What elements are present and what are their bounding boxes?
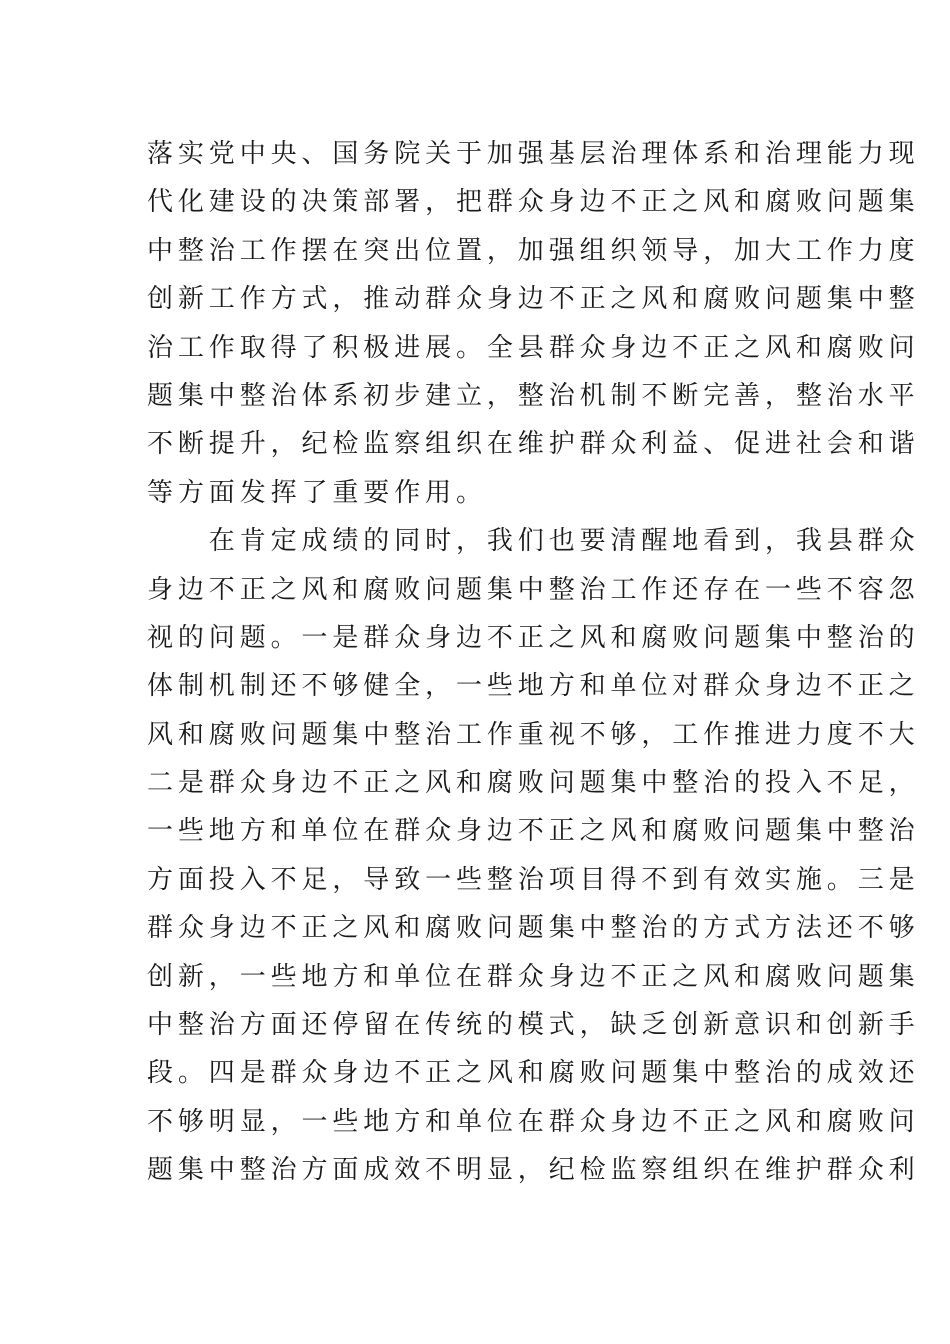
text-line: 方面投入不足，导致一些整治项目得不到有效实施。三是 <box>147 864 920 895</box>
text-line: 等方面发挥了重要作用。 <box>147 477 487 508</box>
text-line: 段。四是群众身边不正之风和腐败问题集中整治的成效还 <box>147 1058 920 1089</box>
text-line: 在肯定成绩的同时，我们也要清醒地看到，我县群众 <box>147 526 920 557</box>
text-line: 视的问题。一是群众身边不正之风和腐败问题集中整治的 <box>147 622 920 653</box>
text-line: 体制机制还不够健全，一些地方和单位对群众身边不正之 <box>147 671 920 702</box>
text-line: 中整治工作摆在突出位置，加强组织领导，加大工作力度 <box>147 235 920 266</box>
text-line: 创新，一些地方和单位在群众身边不正之风和腐败问题集 <box>147 961 920 992</box>
text-line: 落实党中央、国务院关于加强基层治理体系和治理能力现 <box>147 139 920 169</box>
document-body-text <box>147 130 920 1195</box>
text-line: 中整治方面还停留在传统的模式，缺乏创新意识和创新手 <box>147 1010 920 1041</box>
text-line: 题集中整治方面成效不明显，纪检监察组织在维护群众利 <box>147 1155 920 1186</box>
text-line: 群众身边不正之风和腐败问题集中整治的方式方法还不够 <box>147 913 920 944</box>
text-line: 创新工作方式，推动群众身边不正之风和腐败问题集中整 <box>147 284 920 315</box>
text-line: 不够明显，一些地方和单位在群众身边不正之风和腐败问 <box>147 1106 920 1137</box>
text-line: 二是群众身边不正之风和腐败问题集中整治的投入不足， <box>147 768 920 799</box>
text-line: 题集中整治体系初步建立，整治机制不断完善，整治水平 <box>147 380 920 411</box>
text-line: 身边不正之风和腐败问题集中整治工作还存在一些不容忽 <box>147 574 920 605</box>
text-line: 不断提升，纪检监察组织在维护群众利益、促进社会和谐 <box>147 429 920 460</box>
text-line: 治工作取得了积极进展。全县群众身边不正之风和腐败问 <box>147 332 920 363</box>
text-line: 代化建设的决策部署，把群众身边不正之风和腐败问题集 <box>147 187 920 218</box>
text-line: 风和腐败问题集中整治工作重视不够，工作推进力度不大 <box>147 719 920 750</box>
text-line: 一些地方和单位在群众身边不正之风和腐败问题集中整治 <box>147 816 920 847</box>
